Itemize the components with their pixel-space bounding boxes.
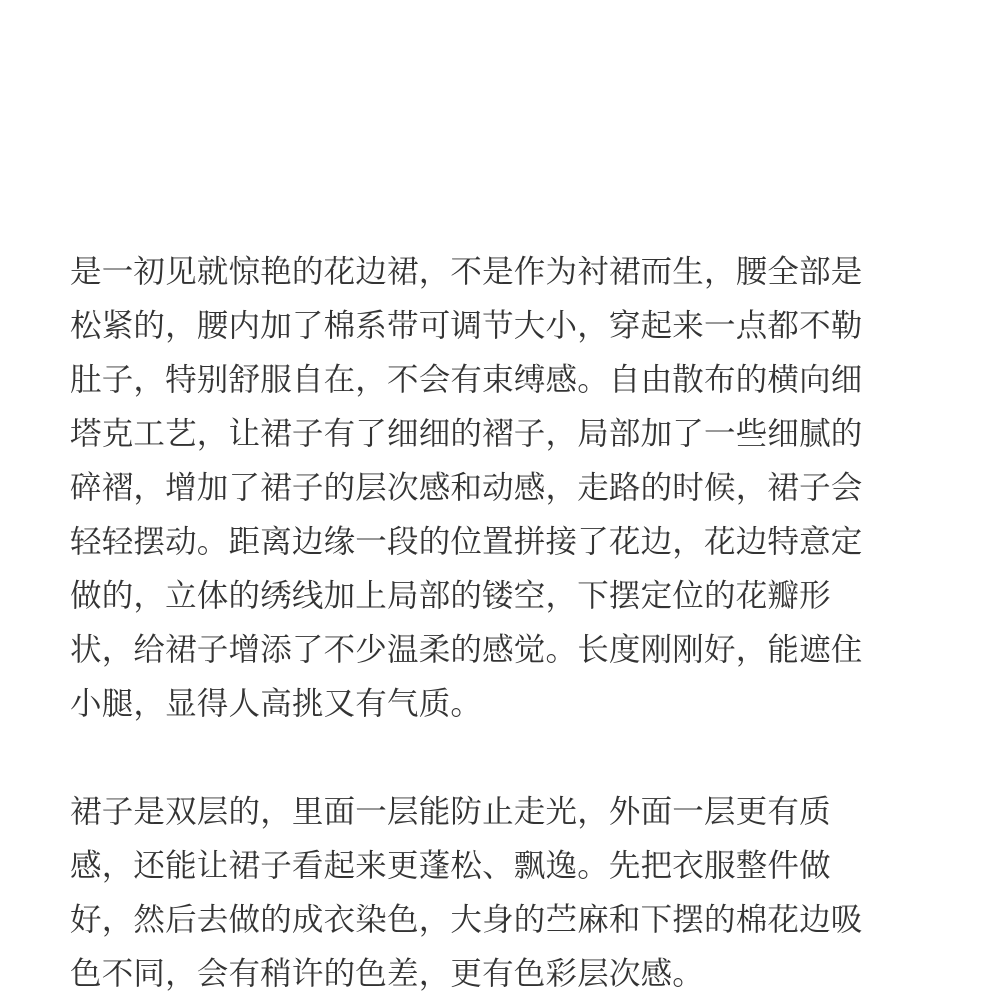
text-line: 松紧的，腰内加了棉系带可调节大小，穿起来一点都不勒 <box>70 308 863 344</box>
article-body <box>70 245 940 1001</box>
text-line: 是一初见就惊艳的花边裙，不是作为衬裙而生，腰全部是 <box>70 254 863 290</box>
text-line: 塔克工艺，让裙子有了细细的褶子，局部加了一些细腻的 <box>70 416 863 452</box>
text-line: 色不同，会有稍许的色差，更有色彩层次感。 <box>70 956 705 992</box>
text-line: 小腿，显得人高挑又有气质。 <box>70 686 483 722</box>
text-line: 感，还能让裙子看起来更蓬松、飘逸。先把衣服整件做 <box>70 848 831 884</box>
text-line: 好，然后去做的成衣染色，大身的苎麻和下摆的棉花边吸 <box>70 902 863 938</box>
text-line: 碎褶，增加了裙子的层次感和动感，走路的时候，裙子会 <box>70 470 863 506</box>
text-line: 轻轻摆动。距离边缘一段的位置拼接了花边，花边特意定 <box>70 524 863 560</box>
paragraph-spacer <box>70 731 940 785</box>
paragraph-2 <box>70 785 940 1001</box>
text-line: 肚子，特别舒服自在，不会有束缚感。自由散布的横向细 <box>70 362 863 398</box>
text-line: 做的，立体的绣线加上局部的镂空，下摆定位的花瓣形 <box>70 578 831 614</box>
paragraph-1 <box>70 245 940 731</box>
text-line: 状，给裙子增添了不少温柔的感觉。长度刚刚好，能遮住 <box>70 632 863 668</box>
text-line: 裙子是双层的，里面一层能防止走光，外面一层更有质 <box>70 794 831 830</box>
